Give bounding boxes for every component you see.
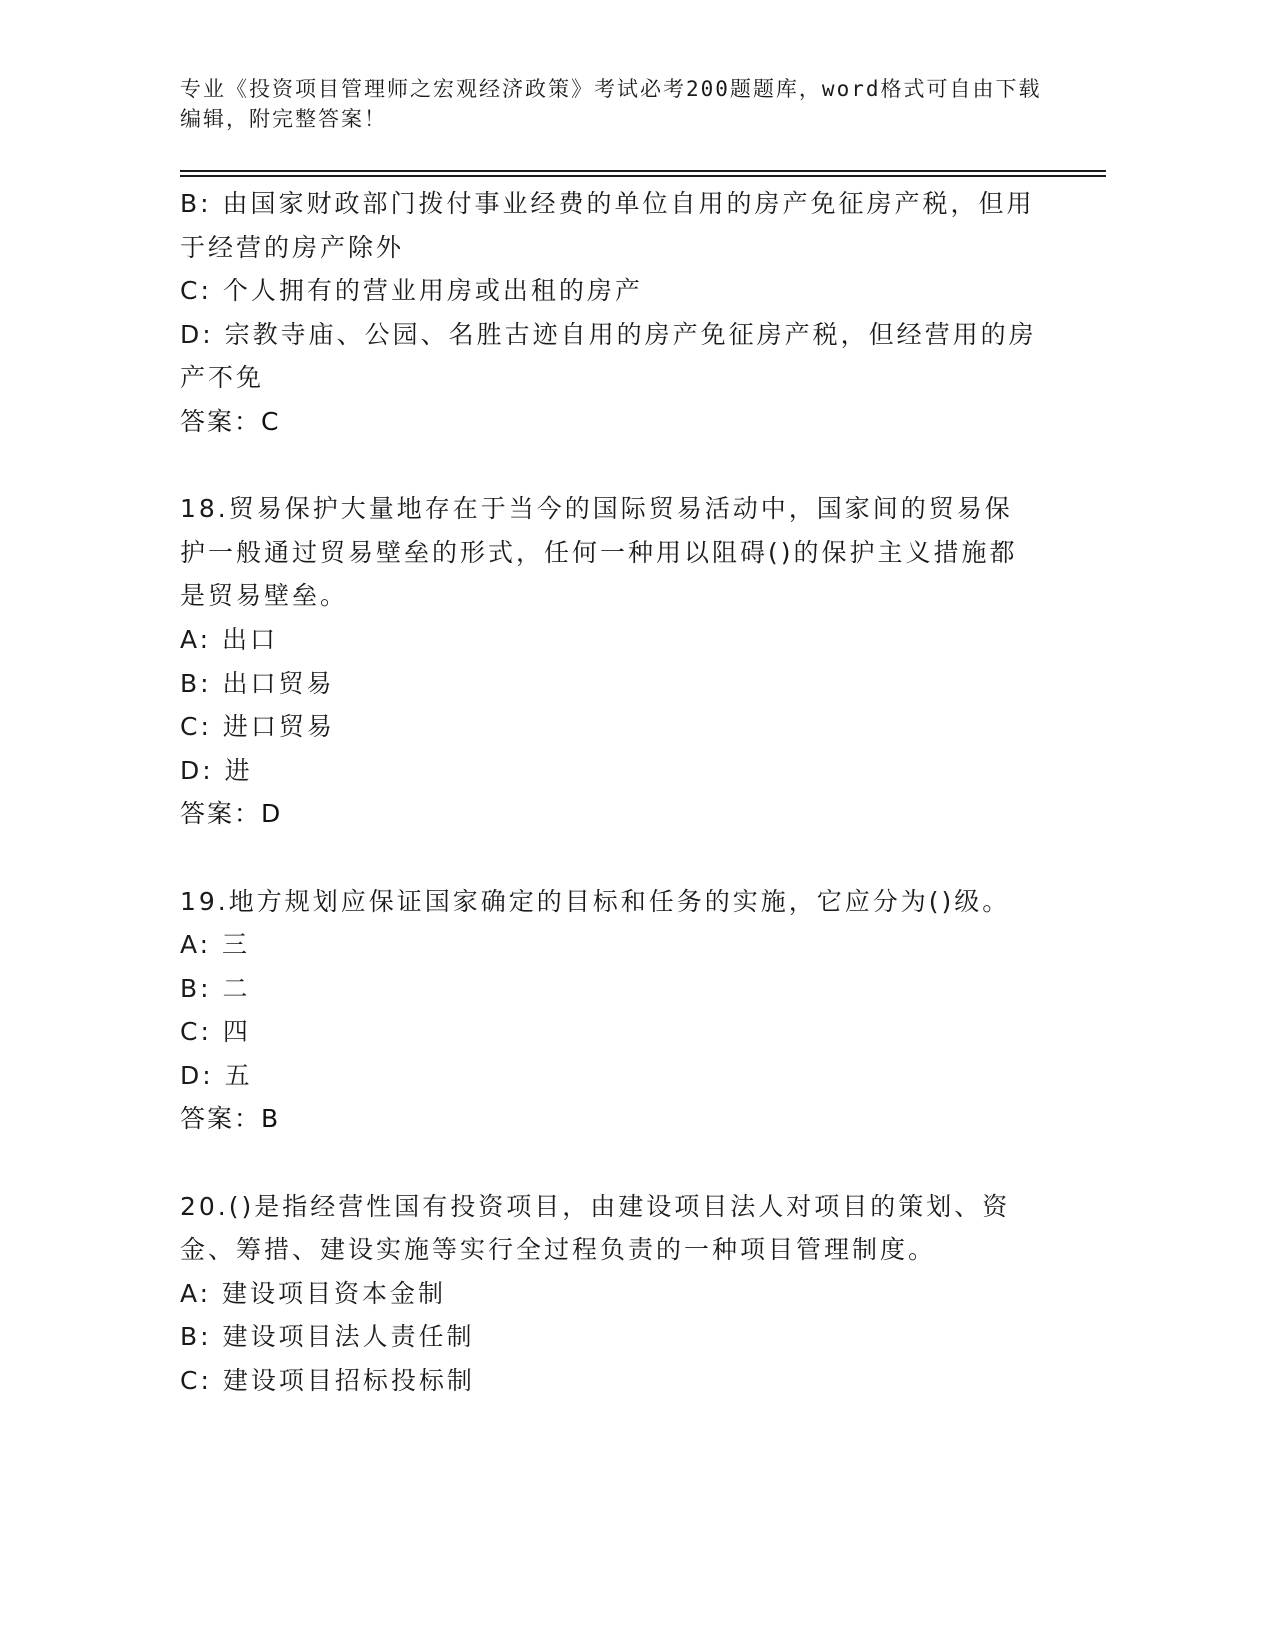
option-d: D: 宗教寺庙、公园、名胜古迹自用的房产免征房产税，但经营用的房产不免 — [180, 319, 1037, 393]
question-17-continued — [180, 182, 1040, 444]
option-c: C: 个人拥有的营业用房或出租的房产 — [180, 276, 643, 306]
option-c: C: 进口贸易 — [180, 712, 335, 742]
header-divider-top — [180, 170, 1106, 172]
header-title: 专业《投资项目管理师之宏观经济政策》考试必考200题题库，word格式可自由下载编辑，附完整答案！ — [180, 77, 1042, 131]
question-stem: 18.贸易保护大量地存在于当今的国际贸易活动中，国家间的贸易保护一般通过贸易壁垒的形式，任何一种用以阻碍()的保护主义措施都是贸易壁垒。 — [180, 494, 1018, 611]
question-stem: 19.地方规划应保证国家确定的目标和任务的实施，它应分为()级。 — [180, 886, 1011, 916]
option-d: D: 五 — [180, 1060, 253, 1090]
question-18 — [180, 487, 1040, 836]
spacer — [180, 1141, 1040, 1185]
option-b: B: 二 — [180, 973, 251, 1003]
option-c: C: 建设项目招标投标制 — [180, 1366, 475, 1396]
question-stem: 20.()是指经营性国有投资项目，由建设项目法人对项目的策划、资金、筹措、建设实施等实行全过程负责的一种项目管理制度。 — [180, 1191, 1011, 1265]
answer: 答案：B — [180, 1104, 281, 1134]
header-divider-bottom — [180, 175, 1106, 177]
option-c: C: 四 — [180, 1017, 251, 1047]
option-b: B: 出口贸易 — [180, 668, 335, 698]
spacer — [180, 444, 1040, 488]
document-header — [180, 74, 1060, 134]
option-d: D: 进 — [180, 755, 253, 785]
option-b: B: 由国家财政部门拨付事业经费的单位自用的房产免征房产税，但用于经营的房产除外 — [180, 189, 1035, 262]
question-20 — [180, 1185, 1040, 1403]
answer: 答案：D — [180, 799, 283, 829]
option-a: A: 出口 — [180, 624, 279, 654]
option-b: B: 建设项目法人责任制 — [180, 1322, 475, 1352]
option-a: A: 三 — [180, 930, 251, 960]
option-a: A: 建设项目资本金制 — [180, 1278, 447, 1308]
answer: 答案：C — [180, 406, 281, 436]
spacer — [180, 836, 1040, 880]
question-19 — [180, 880, 1040, 1142]
question-list — [180, 182, 1040, 1403]
